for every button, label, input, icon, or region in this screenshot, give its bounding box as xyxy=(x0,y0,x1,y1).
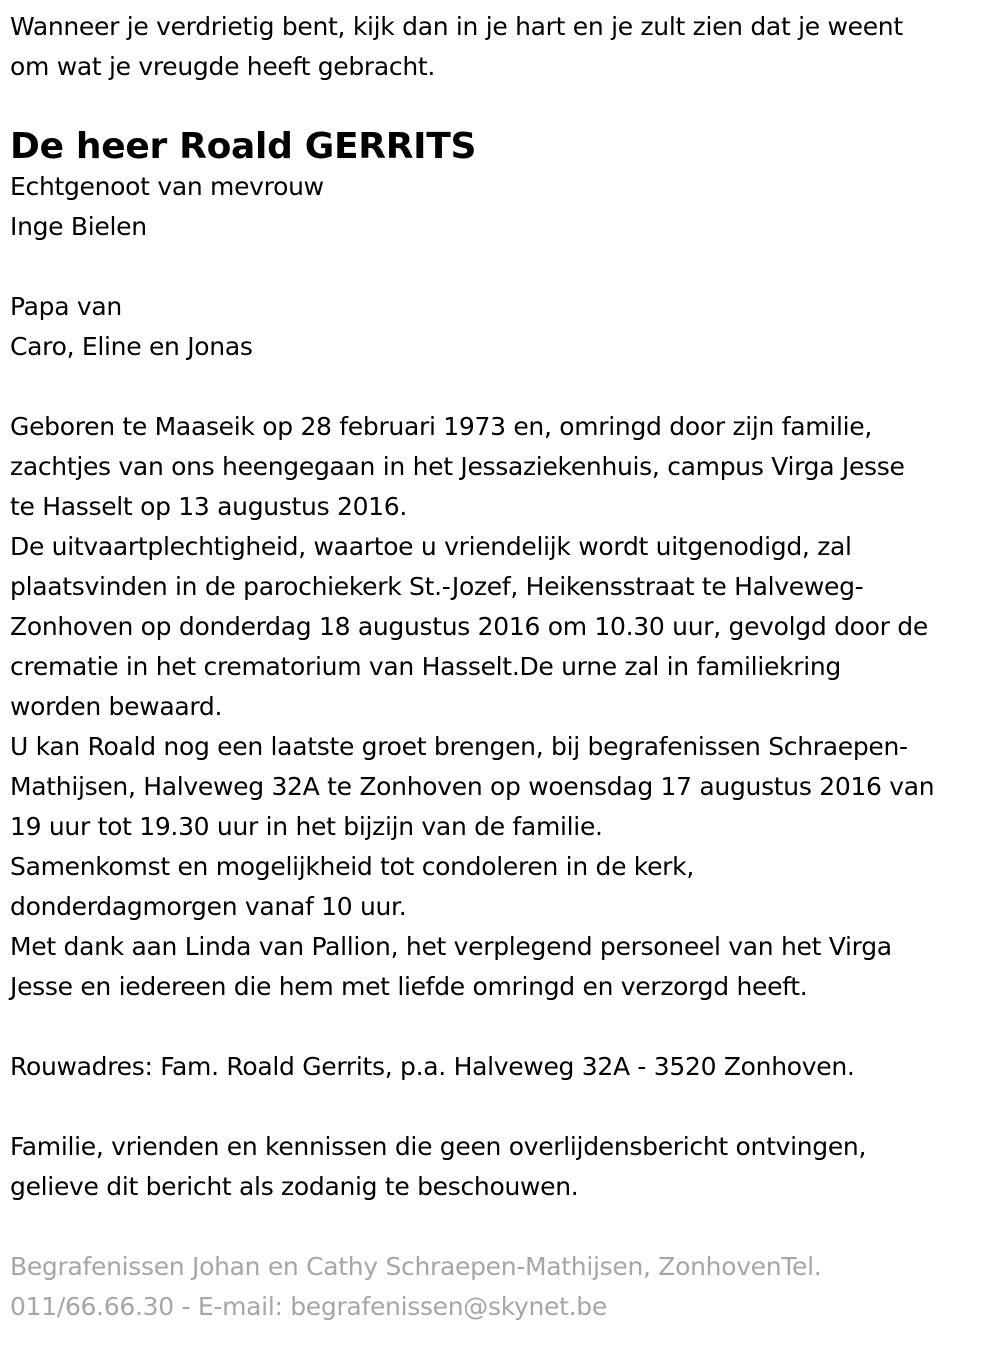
body-line: Mathijsen, Halveweg 32A te Zonhoven op woensdag 17 augustus 2016 van xyxy=(10,772,935,801)
body-line: zachtjes van ons heengegaan in het Jessaziekenhuis, campus Virga Jesse xyxy=(10,452,905,481)
body-line: Jesse en iedereen die hem met liefde omringd en verzorgd heeft. xyxy=(10,972,808,1001)
body-line: Zonhoven op donderdag 18 augustus 2016 om 10.30 uur, gevolgd door de xyxy=(10,612,928,641)
spouse-line: Inge Bielen xyxy=(10,212,147,241)
spacer xyxy=(10,1087,990,1127)
body-line: donderdagmorgen vanaf 10 uur. xyxy=(10,892,407,921)
children-line: Papa van xyxy=(10,292,122,321)
spacer xyxy=(10,247,990,287)
obituary-page xyxy=(0,7,1000,1357)
quote-line: om wat je vreugde heeft gebracht. xyxy=(10,52,436,81)
notice-line: gelieve dit bericht als zodanig te beschouwen. xyxy=(10,1172,579,1201)
footer-line: 011/66.66.30 - E-mail: begrafenissen@skynet.be xyxy=(10,1292,607,1321)
deceased-name: De heer Roald GERRITS xyxy=(10,126,477,167)
spouse-line: Echtgenoot van mevrouw xyxy=(10,172,324,201)
body-line: plaatsvinden in de parochiekerk St.-Jozef, Heikensstraat te Halveweg- xyxy=(10,572,864,601)
body-line: crematie in het crematorium van Hasselt.De urne zal in familiekring xyxy=(10,652,841,681)
notice-block xyxy=(10,1127,990,1207)
notice-line: Familie, vrienden en kennissen die geen overlijdensbericht ontvingen, xyxy=(10,1132,867,1161)
body-block xyxy=(10,407,990,1007)
body-line: worden bewaard. xyxy=(10,692,223,721)
body-line: Met dank aan Linda van Pallion, het verplegend personeel van het Virga xyxy=(10,932,892,961)
spacer xyxy=(10,367,990,407)
mourning-address: Rouwadres: Fam. Roald Gerrits, p.a. Halveweg 32A - 3520 Zonhoven. xyxy=(10,1052,855,1081)
body-line: De uitvaartplechtigheid, waartoe u vriendelijk wordt uitgenodigd, zal xyxy=(10,532,852,561)
spacer xyxy=(10,1007,990,1047)
spouse-block xyxy=(10,167,990,247)
funeral-home-footer xyxy=(10,1247,990,1327)
body-line: 19 uur tot 19.30 uur in het bijzijn van de familie. xyxy=(10,812,603,841)
children-line: Caro, Eline en Jonas xyxy=(10,332,253,361)
quote-line: Wanneer je verdrietig bent, kijk dan in je hart en je zult zien dat je weent xyxy=(10,12,903,41)
body-line: te Hasselt op 13 augustus 2016. xyxy=(10,492,408,521)
body-line: Samenkomst en mogelijkheid tot condoleren in de kerk, xyxy=(10,852,694,881)
body-line: Geboren te Maaseik op 28 februari 1973 en, omringd door zijn familie, xyxy=(10,412,872,441)
body-line: U kan Roald nog een laatste groet brengen, bij begrafenissen Schraepen- xyxy=(10,732,908,761)
spacer xyxy=(10,1207,990,1247)
quote-block xyxy=(10,7,990,87)
footer-line: Begrafenissen Johan en Cathy Schraepen-Mathijsen, ZonhovenTel. xyxy=(10,1252,822,1281)
children-block xyxy=(10,287,990,367)
